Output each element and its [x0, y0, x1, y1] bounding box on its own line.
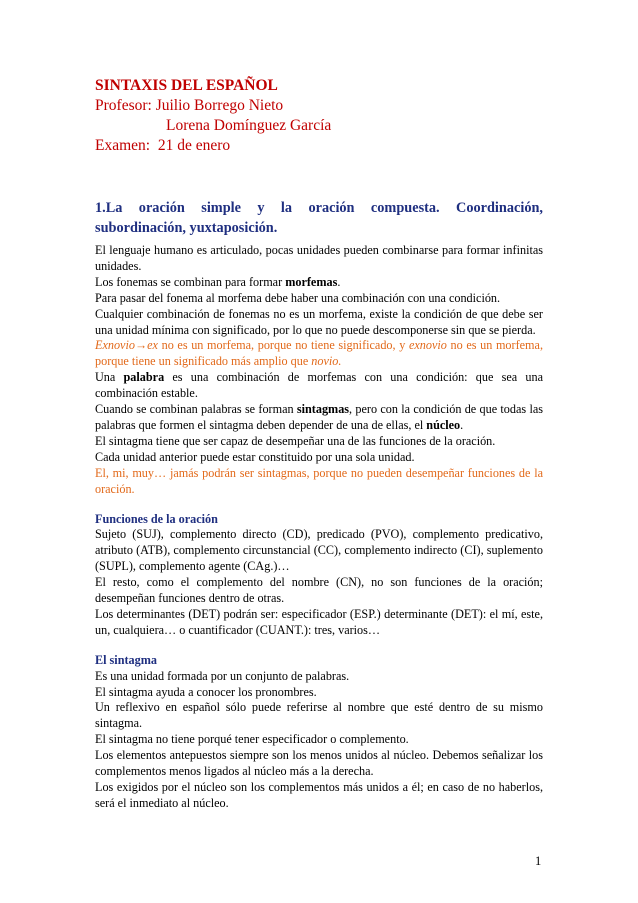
paragraph: El lenguaje humano es articulado, pocas unidades pueden combinarse para formar infinitas unidades.	[95, 243, 543, 273]
paragraph: Cada unidad anterior puede estar constituido por una sola unidad.	[95, 449, 415, 464]
text-run: no es un morfema, porque no tiene significado, y	[157, 338, 409, 353]
section-1-title: 1.La oración simple y la oración compuesta. Coordinación, subordinación, yuxtaposición.	[95, 200, 543, 236]
paragraph: Cualquier combinación de fonemas no es un morfema, existe la condición de que debe ser una unidad mínima con significado, por lo que no puede descomponerse sin que se pierda.	[95, 306, 543, 337]
paragraph	[95, 402, 543, 434]
text-run: .	[460, 417, 464, 432]
paragraph: El sintagma no tiene porqué tener especificador o complemento.	[95, 732, 409, 747]
profesor-name-1: Juilio Borrego Nieto	[155, 97, 284, 114]
example-paragraph: El, mi, muy… jamás podrán ser sintagmas, porque no pueden desempeñar funciones de la oración.	[95, 465, 543, 496]
profesor-label: Profesor:	[95, 97, 152, 114]
bold-term-sintagmas: sintagmas	[296, 402, 350, 417]
text-run: , pero con la condición de que todas las palabras que formen el sintagma deben depender de una de ellas, el	[95, 402, 543, 432]
bold-term-morfemas: morfemas	[285, 274, 338, 289]
heading-sintagma: El sintagma	[95, 652, 157, 667]
paragraph: Para pasar del fonema al morfema debe haber una combinación con una condición.	[95, 290, 501, 305]
page-number: 1	[535, 854, 542, 868]
paragraph: Los exigidos por el núcleo son los complementos más unidos a él; en caso de no haberlos, será el inmediato al núcleo.	[95, 780, 543, 810]
example-term: Exnovio	[95, 338, 135, 353]
spacer	[95, 498, 543, 512]
document-header	[95, 76, 331, 156]
example-term: novio.	[311, 354, 342, 369]
examen-line	[95, 136, 331, 156]
text-run: Cuando se combinan palabras se forman	[95, 402, 297, 417]
bold-term-nucleo: núcleo	[426, 417, 461, 432]
text-run: .	[337, 274, 341, 289]
spacer	[95, 639, 543, 653]
paragraph: Los determinantes (DET) podrán ser: especificador (ESP.) determinante (DET): el mí, este, un, cualquiera… o cuantificador (CUANT.): tres, varios…	[95, 606, 543, 637]
example-paragraph	[95, 338, 543, 370]
paragraph	[95, 370, 543, 402]
paragraph: El resto, como el complemento del nombre (CN), no son funciones de la oración; desempeñan funciones dentro de otras.	[95, 575, 543, 606]
text-run: Los fonemas se combinan para formar	[95, 274, 286, 289]
document-title: SINTAXIS DEL ESPAÑOL	[95, 77, 278, 94]
profesor-line	[95, 96, 331, 116]
bold-term-palabra: palabra	[123, 370, 165, 385]
heading-funciones: Funciones de la oración	[95, 511, 218, 526]
paragraph: Es una unidad formada por un conjunto de palabras.	[95, 668, 350, 683]
paragraph: Un reflexivo en español sólo puede referirse al nombre que esté dentro de su mismo sintagma.	[95, 700, 543, 731]
examen-label: Examen:	[95, 137, 151, 154]
examen-date: 21 de enero	[157, 137, 231, 154]
paragraph: El sintagma tiene que ser capaz de desempeñar una de las funciones de la oración.	[95, 433, 496, 448]
example-term: ex	[147, 338, 158, 353]
profesor-name-2: Lorena Domínguez García	[166, 117, 332, 134]
text-run: es una combinación de morfemas con una condición: que sea una combinación estable.	[95, 370, 543, 401]
example-term: exnovio	[408, 338, 447, 353]
paragraph: Los elementos antepuestos siempre son los menos unidos al núcleo. Debemos señalizar los complementos menos ligados al núcleo más a la derecha.	[95, 748, 543, 779]
text-run: no es un morfema, porque tiene un significado más amplio que	[95, 338, 543, 369]
paragraph: Sujeto (SUJ), complemento directo (CD), predicado (PVO), complemento predicativo, atributo (ATB), complemento circunstancial (CC), complemento indirecto (CI), suplemento (SUPL), complemento agente (CAg.)…	[95, 527, 543, 574]
document-body	[95, 243, 543, 812]
text-run: Una	[95, 370, 124, 385]
paragraph	[95, 275, 543, 291]
paragraph: El sintagma ayuda a conocer los pronombres.	[95, 684, 317, 699]
arrow-right-icon: →	[134, 338, 148, 353]
